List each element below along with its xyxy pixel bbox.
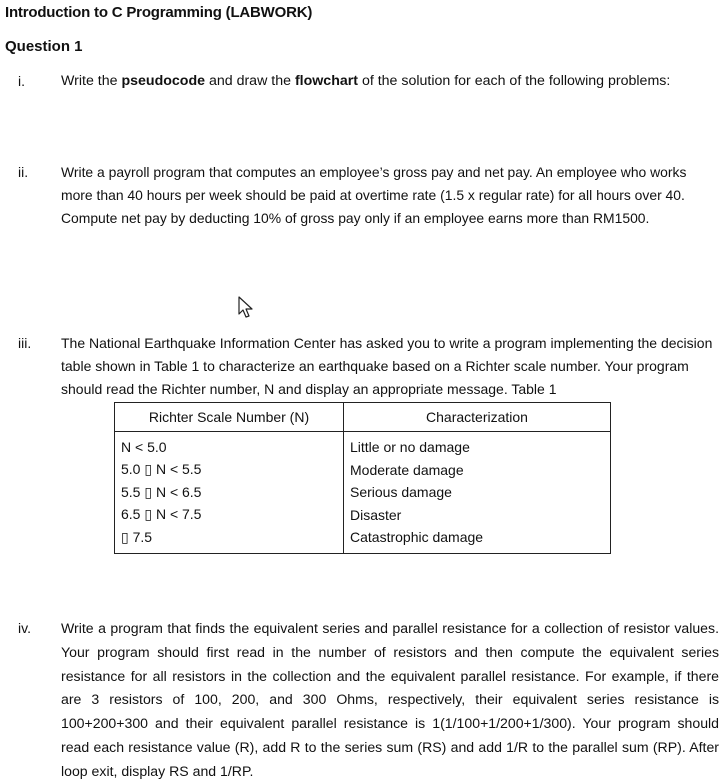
table-cell-range: 5.0 ▯ N < 5.5 — [115, 459, 344, 482]
table-cell-characterization: Catastrophic damage — [344, 526, 611, 553]
item-text-iv: Write a program that finds the equivalent series and parallel resistance for a collection of resistor values. Your program should first read in the number of resistors and then compute the equivalent series resistance for all resistors in the collection and the equivalent parallel resistance. For example, if there are 3 resistors of 100, 200, and 300 Ohms, respectively, their equivalent series resistance is 100+200+300 and their equivalent parallel resistance is 1(1/100+1/200+1/300). Your program should read each resistance value (R), add R to the series sum (RS) and add 1/R to the parallel sum (RP). After loop exit, display RS and 1/RP. — [61, 620, 719, 779]
item-i-bold-flowchart: flowchart — [294, 73, 358, 89]
table-header-row — [115, 403, 611, 432]
table-cell-range: ▯ 7.5 — [115, 526, 344, 553]
table-cell-range: 6.5 ▯ N < 7.5 — [115, 504, 344, 527]
richter-decision-table — [114, 402, 611, 554]
item-number-iii: iii. — [18, 335, 32, 351]
table-cell-characterization: Disaster — [344, 504, 611, 527]
table-cell-range: 5.5 ▯ N < 6.5 — [115, 481, 344, 504]
table-row — [115, 432, 611, 459]
table-row — [115, 459, 611, 482]
item-i-text-after: of the solution for each of the following problems: — [358, 73, 671, 89]
item-text-iii: The National Earthquake Information Center has asked you to write a program implementing the decision table shown in Table 1 to characterize an earthquake based on a Richter scale number. Your program should read the Richter number, N and display an appropriate message. Table 1 — [61, 335, 713, 397]
item-number-i: i. — [18, 73, 25, 89]
table-row — [115, 504, 611, 527]
item-text-i — [61, 70, 719, 93]
header-richter-number: Richter Scale Number (N) — [115, 403, 344, 432]
item-text-ii: Write a payroll program that computes an employee’s gross pay and net pay. An employee who works more than 40 hours per week should be paid at overtime rate (1.5 x regular rate) for all hours over 40. Compute net pay by deducting 10% of gross pay only if an employee earns more than RM1500. — [61, 164, 687, 226]
item-number-ii: ii. — [18, 164, 29, 180]
item-i-text-mid: and draw the — [205, 73, 295, 89]
document-title: Introduction to C Programming (LABWORK) — [5, 4, 313, 21]
item-i-text-before: Write the — [61, 73, 122, 89]
question-heading: Question 1 — [5, 38, 83, 55]
mouse-pointer-icon — [237, 296, 255, 320]
table-row — [115, 526, 611, 553]
table-cell-characterization: Serious damage — [344, 481, 611, 504]
table-cell-characterization: Little or no damage — [344, 432, 611, 459]
table-cell-range: N < 5.0 — [115, 432, 344, 459]
header-characterization: Characterization — [344, 403, 611, 432]
table-cell-characterization: Moderate damage — [344, 459, 611, 482]
item-number-iv: iv. — [18, 620, 31, 636]
item-i-bold-pseudocode: pseudocode — [121, 73, 206, 89]
table-row — [115, 481, 611, 504]
